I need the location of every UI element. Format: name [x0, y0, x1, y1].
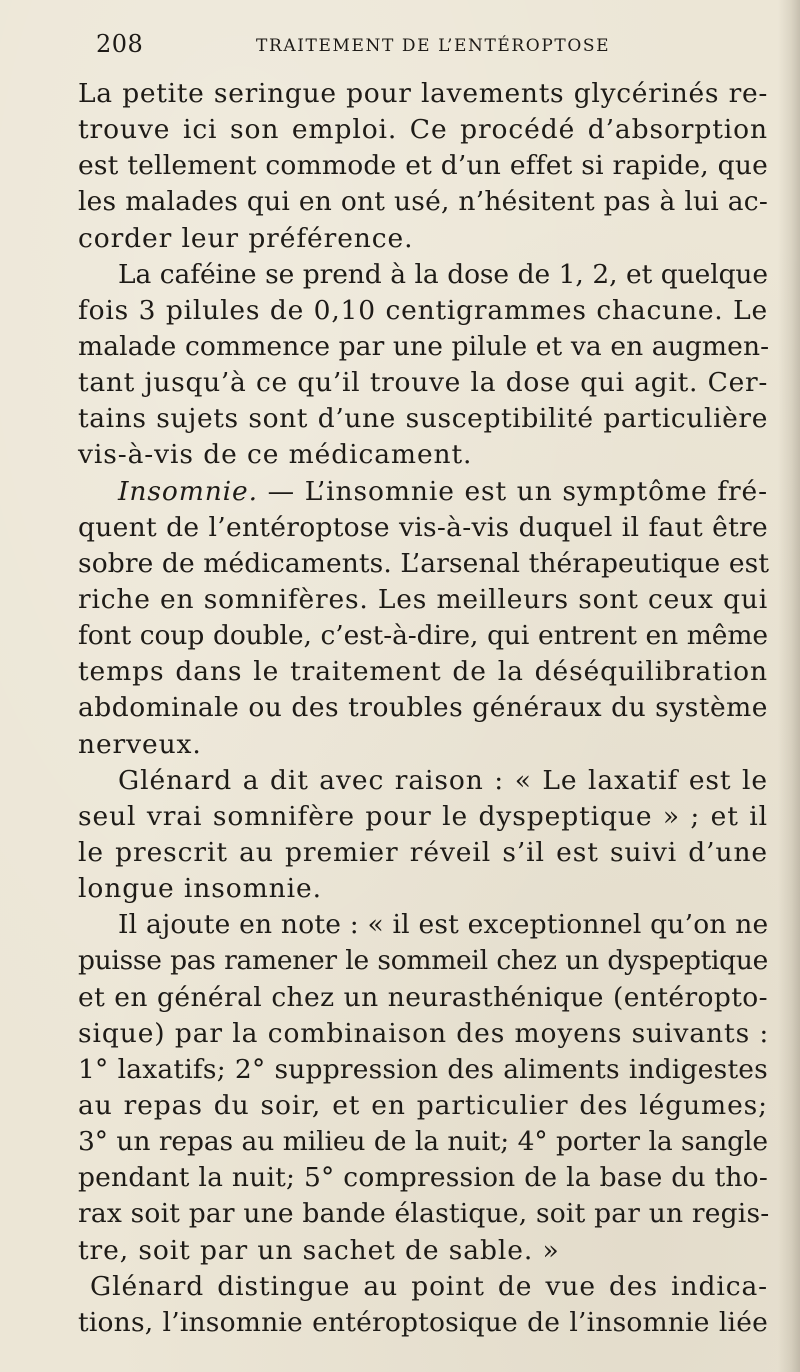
text-line: et en général chez un neurasthénique (entéropto- — [78, 981, 768, 1013]
text-line: riche en somnifères. Les meilleurs sont ceux qui — [78, 583, 768, 615]
text-line: font coup double, c’est-à-dire, qui entrent en même — [78, 620, 768, 652]
text-line: quent de l’entéroptose vis-à-vis duquel il faut être — [78, 511, 768, 543]
body-text — [78, 76, 768, 1341]
text-line: corder leur préférence. — [78, 222, 414, 254]
text-line: seul vrai somnifère pour le dyspeptique » ; et il — [78, 800, 768, 832]
text-line: La caféine se prend à la dose de 1, 2, et quelque — [118, 258, 768, 290]
text-line: au repas du soir, et en particulier des légumes; — [78, 1089, 768, 1121]
page-number: 208 — [96, 30, 144, 58]
text-line: tains sujets sont d’une susceptibilité particulière — [78, 403, 768, 435]
text-line: fois 3 pilules de 0,10 centigrammes chacune. Le — [78, 294, 768, 326]
text-line: tant jusqu’à ce qu’il trouve la dose qui agit. Cer- — [78, 367, 768, 399]
text-line: le prescrit au premier réveil s’il est suivi d’une — [78, 836, 768, 868]
text-line: tre, soit par un sachet de sable. » — [78, 1234, 560, 1266]
text-line: trouve ici son emploi. Ce procédé d’absorption — [78, 114, 768, 146]
text-line: vis-à-vis de ce médicament. — [78, 439, 473, 471]
text-line: malade commence par une pilule et va en augmen- — [78, 330, 770, 362]
text-line: temps dans le traitement de la déséquilibration — [78, 656, 768, 688]
text-line: puisse pas ramener le sommeil chez un dyspeptique — [78, 945, 768, 977]
text-line: est tellement commode et d’un effet si rapide, que — [78, 150, 768, 182]
text-line: Il ajoute en note : « il est exceptionnel qu’on ne — [118, 909, 769, 941]
page-edge-shadow — [778, 0, 800, 1372]
text-line: tions, l’insomnie entéroptosique de l’insomnie liée — [78, 1306, 768, 1338]
text-line: sique) par la combinaison des moyens suivants : — [78, 1017, 770, 1049]
text-line: La petite seringue pour lavements glycérinés re- — [78, 78, 768, 109]
text-line: longue insomnie. — [78, 873, 322, 905]
page-header — [96, 30, 736, 64]
section-heading-insomnie: Insomnie. — [118, 475, 258, 507]
text-line-insomnie — [78, 474, 768, 510]
text-line: nerveux. — [78, 728, 202, 760]
text-line: rax soit par une bande élastique, soit par un regis- — [78, 1198, 770, 1230]
text-line: abdominale ou des troubles généraux du système — [78, 692, 768, 724]
text-line: Glénard a dit avec raison : « Le laxatif est le — [118, 764, 768, 796]
text-line: pendant la nuit; 5° compression de la base du tho- — [78, 1162, 768, 1194]
insomnie-text: — L’insomnie est un symptôme fré- — [257, 475, 768, 507]
text-line: 3° un repas au milieu de la nuit; 4° porter la sangle — [78, 1126, 768, 1158]
text-line: 1° laxatifs; 2° suppression des aliments indigestes — [78, 1053, 768, 1085]
text-line: les malades qui en ont usé, n’hésitent pas à lui ac- — [78, 186, 768, 218]
running-title: TRAITEMENT DE L’ENTÉROPTOSE — [256, 36, 611, 56]
text-line: sobre de médicaments. L’arsenal thérapeutique est — [78, 547, 770, 579]
text-line: Glénard distingue au point de vue des indica- — [90, 1270, 768, 1302]
